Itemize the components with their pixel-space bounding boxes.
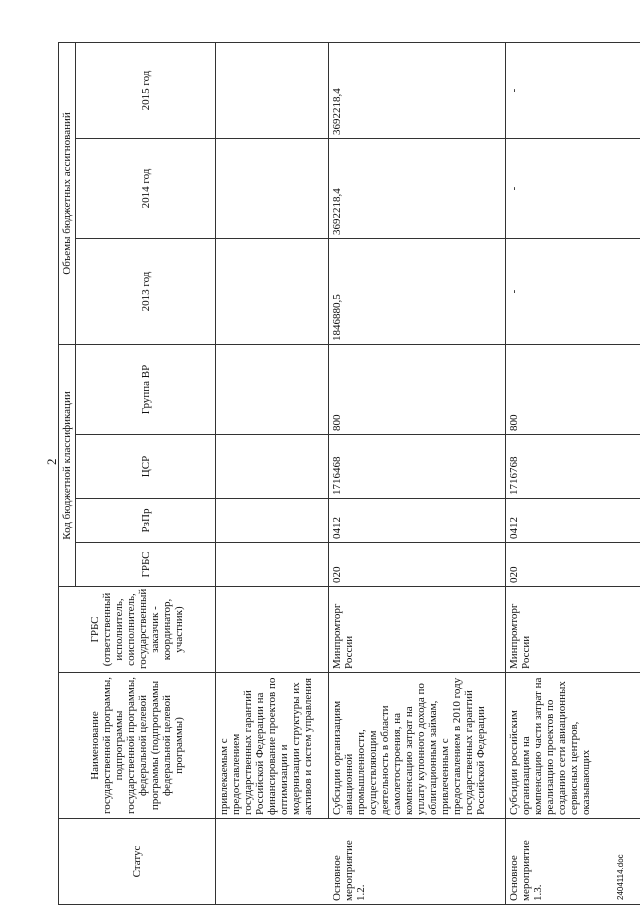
table-row [216,42,329,904]
header-col-2013: 2013 год [76,238,216,344]
header-code-group: Код бюджетной классификации [59,344,76,586]
row-code-grbs: 020 [329,543,506,587]
header-col-2015: 2015 год [76,42,216,138]
row-grbs [216,587,329,673]
row-2014: - [506,138,640,238]
row-csr: 1716468 [329,435,506,499]
row-code-grbs [216,543,329,587]
row-rzpr: 0412 [329,499,506,543]
row-status: Основное мероприятие 1.3. [506,819,640,905]
header-status: Статус [59,819,216,905]
header-col-csr: ЦСР [76,435,216,499]
row-rzpr [216,499,329,543]
row-csr: 1716768 [506,435,640,499]
row-vr [216,344,329,434]
row-name: Субсидии российским организациям на компенсацию части затрат на реализацию проектов по созданию сети авиационных сервисных центров, оказывающих [506,673,640,819]
row-2015: 3692218,4 [329,42,506,138]
header-col-2014: 2014 год [76,138,216,238]
row-2015 [216,42,329,138]
row-name: привлекаемым с предоставлением государственных гарантий Российской Федерации на финансирование проектов по оптимизации и модернизации структуры их активов и систем управления [216,673,329,819]
footer-filename: 2404114.doc [616,854,625,900]
row-2013: - [506,238,640,344]
row-2013: 1846880,5 [329,238,506,344]
row-grbs: Минпромторг России [329,587,506,673]
row-code-grbs: 020 [506,543,640,587]
row-vr: 800 [329,344,506,434]
table-row [506,42,640,904]
page-number: 2 [44,458,59,465]
row-grbs: Минпромторг России [506,587,640,673]
row-csr [216,435,329,499]
header-col-rzpr: РзПр [76,499,216,543]
header-col-vr: Группа ВР [76,344,216,434]
row-2013 [216,238,329,344]
header-grbs: ГРБС (ответственный исполнитель, соисполнитель, государственный заказчик - координатор, участник) [59,587,216,673]
row-vr: 800 [506,344,640,434]
header-name: Наименование государственной программы, подпрограммы государственной программы, федеральной целевой программы (подпрограммы федеральной целевой программы) [59,673,216,819]
header-row-groups [59,42,76,904]
row-rzpr: 0412 [506,499,640,543]
row-2014: 3692218,4 [329,138,506,238]
row-status: Основное мероприятие 1.2. [329,819,506,905]
row-2015: - [506,42,640,138]
budget-table [58,42,640,905]
row-status [216,819,329,905]
row-2014 [216,138,329,238]
table-row [329,42,506,904]
header-col-grbs: ГРБС [76,543,216,587]
header-budget-group: Объемы бюджетных ассигнований [59,42,76,344]
row-name: Субсидии организациям авиационной промышленности, осуществляющим деятельность в области самолетостроения, на компенсацию затрат на уплату купонного дохода по облигационным займам, привлеченным с предоставлением в 2010 году государственных гарантий Российской Федерации [329,673,506,819]
